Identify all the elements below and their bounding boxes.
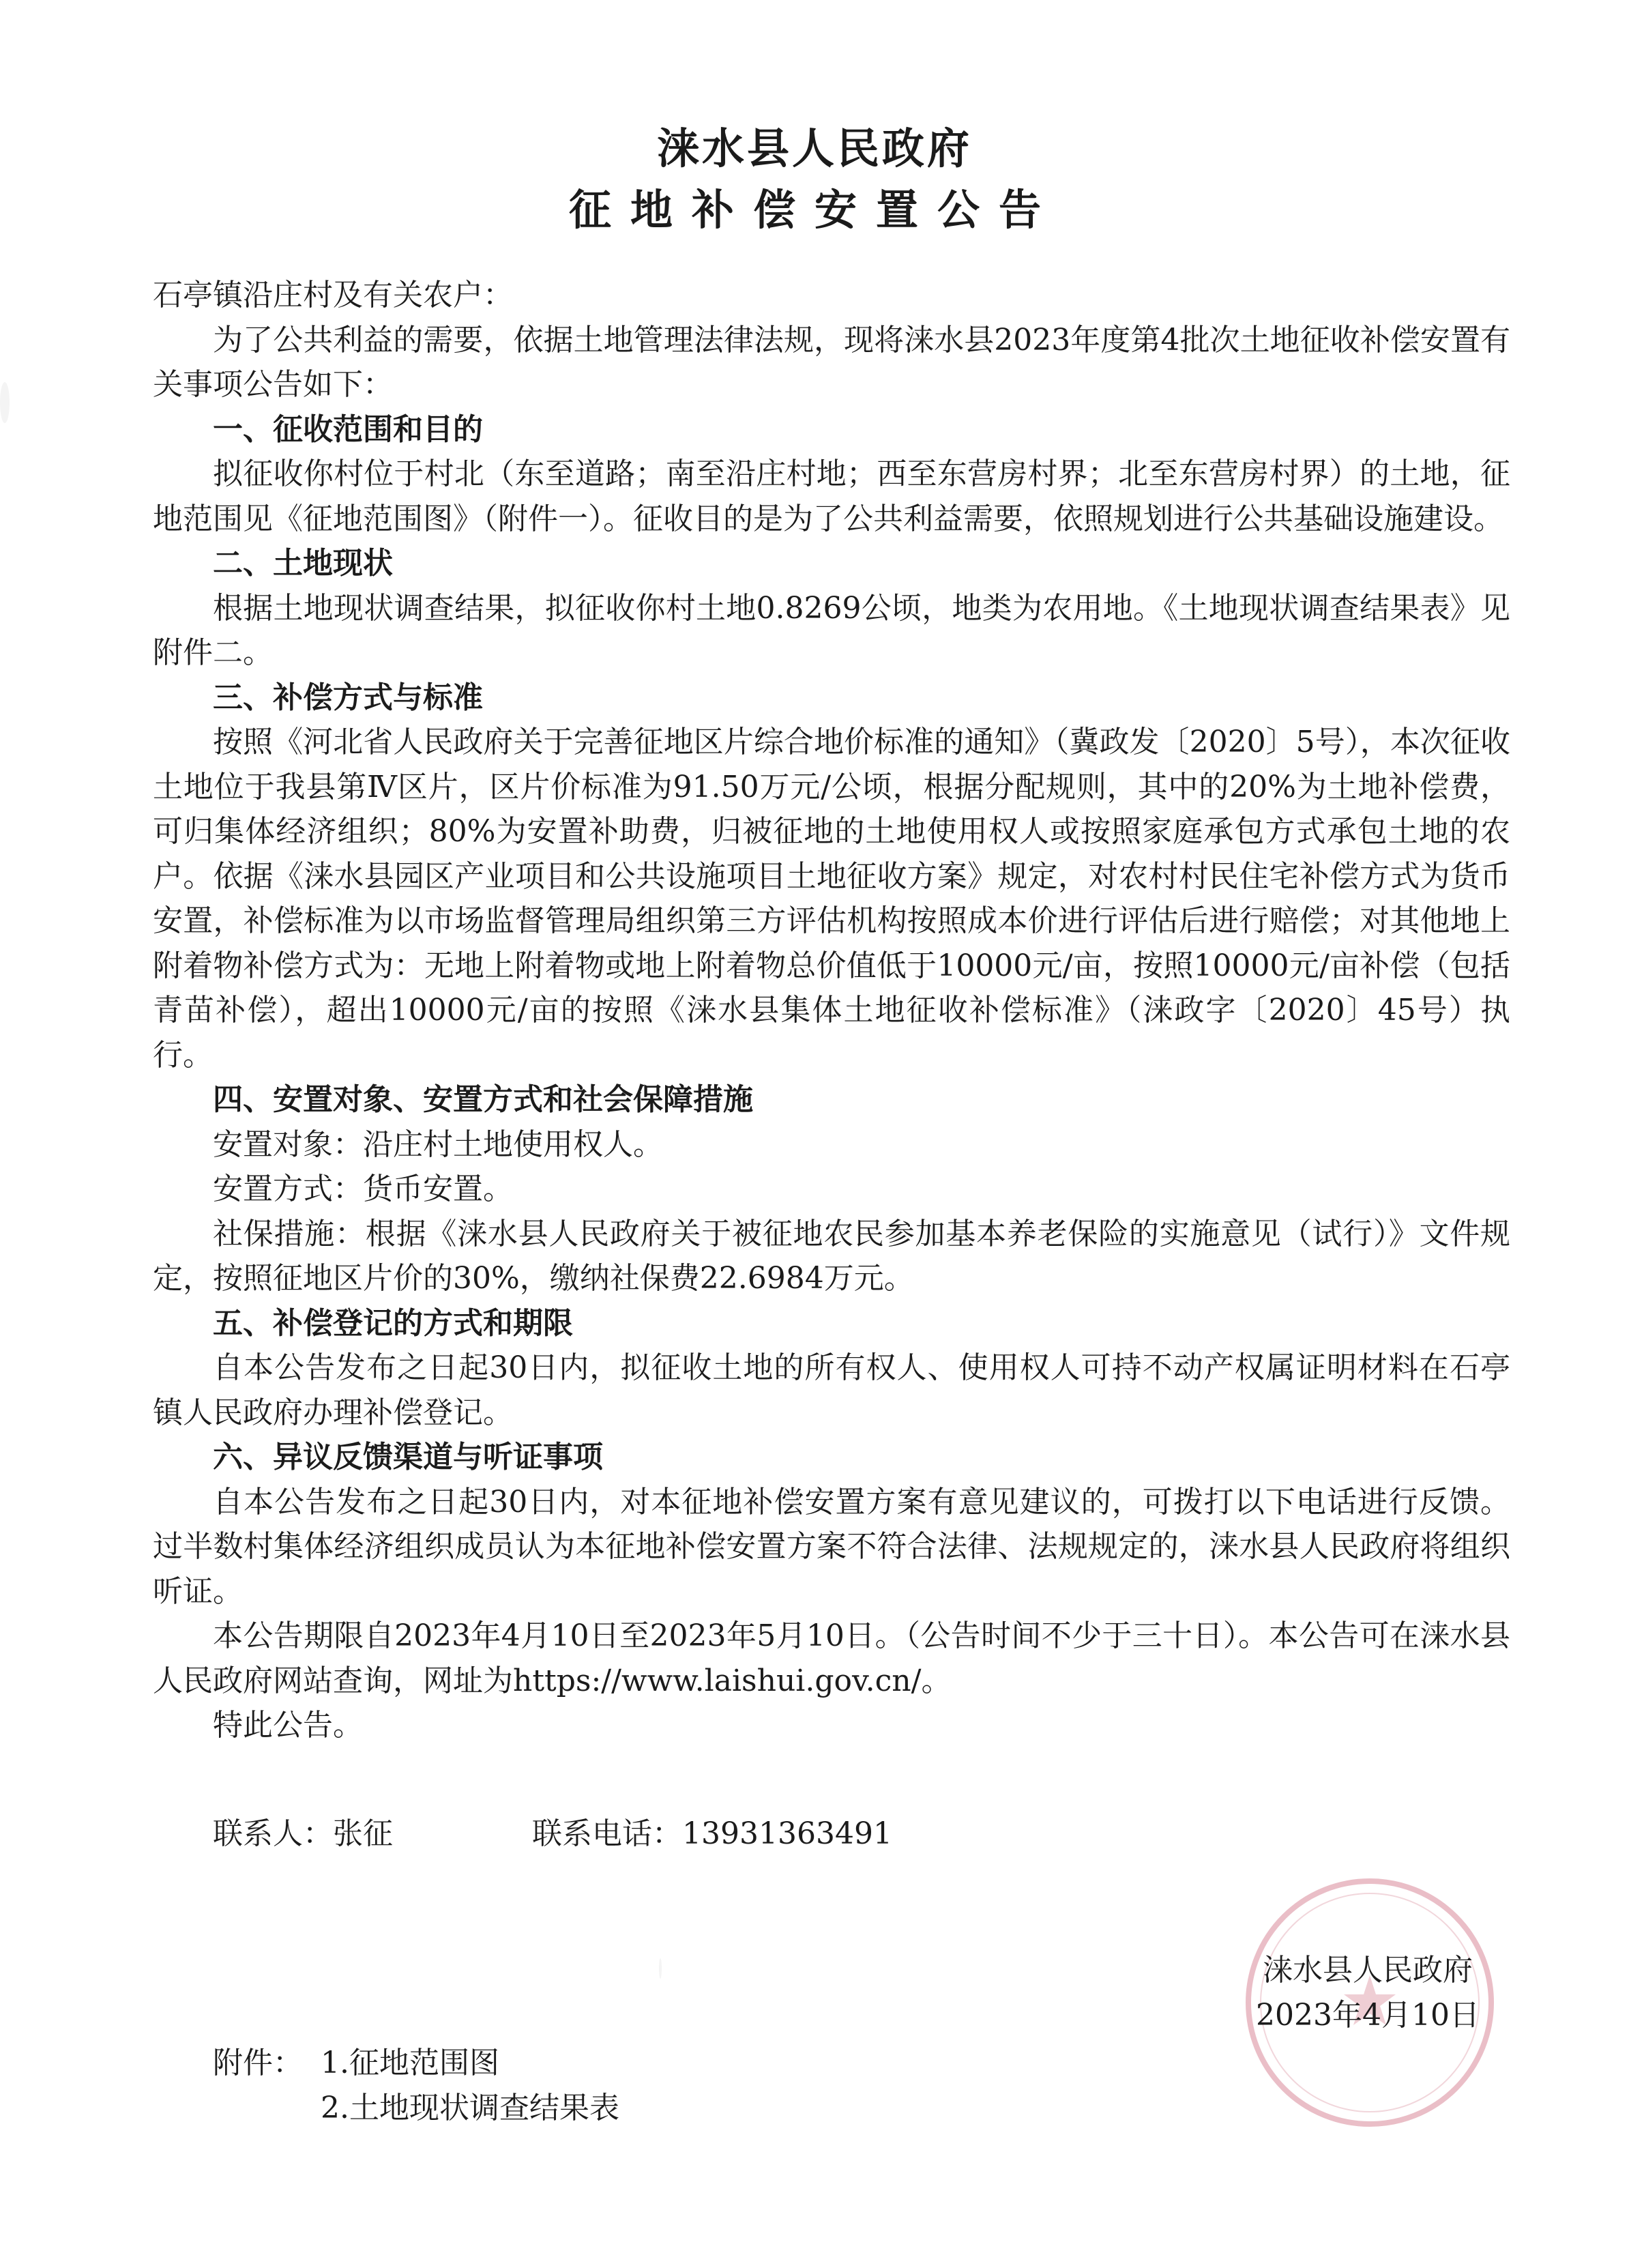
issuer-name: 涞水县人民政府 <box>1263 1953 1473 1988</box>
section-heading: 二、土地现状 <box>213 546 393 581</box>
issue-date: 2023年4月10日 <box>1256 1998 1480 2033</box>
closing-line: 特此公告。 <box>213 1708 363 1743</box>
section-paragraph: 安置方式：货币安置。 <box>213 1172 513 1206</box>
section-paragraph: 社保措施：根据《涞水县人民政府关于被征地农民参加基本养老保险的实施意见（试行）》文件规定，按照征地区片价的30%，缴纳社保费22.6984万元。 <box>153 1216 1510 1296</box>
section-paragraph: 安置对象：沿庄村土地使用权人。 <box>213 1126 663 1162</box>
section-paragraph: 本公告期限自2023年4月10日至2023年5月10日。（公告时间不少于三十日）。本公告可在涞水县人民政府网站查询，网址为https://www.laishui.gov.cn/。 <box>153 1618 1510 1698</box>
notice-title: 征地补偿安置公告 <box>568 185 1060 235</box>
attachment-item: 2.土地现状调查结果表 <box>321 2091 619 2125</box>
section-paragraph: 根据土地现状调查结果，拟征收你村土地0.8269公顷，地类为农用地。《土地现状调查结果表》见附件二。 <box>153 590 1510 670</box>
section-heading: 五、补偿登记的方式和期限 <box>213 1305 573 1341</box>
section-paragraph: 自本公告发布之日起30日内，拟征收土地的所有权人、使用权人可持不动产权属证明材料在石亭镇人民政府办理补偿登记。 <box>153 1350 1510 1430</box>
section-heading: 三、补偿方式与标准 <box>213 680 483 715</box>
intro-paragraph: 为了公共利益的需要，依据土地管理法律法规，现将涞水县2023年度第4批次土地征收补偿安置有关事项公告如下： <box>153 322 1510 402</box>
salutation: 石亭镇沿庄村及有关农户： <box>153 278 513 312</box>
section-heading: 四、安置对象、安置方式和社会保障措施 <box>213 1082 753 1117</box>
agency-title: 涞水县人民政府 <box>656 123 972 173</box>
contact-phone: 联系电话：13931363491 <box>532 1816 892 1851</box>
contact-person: 联系人：张征 <box>213 1816 393 1851</box>
section-paragraph: 按照《河北省人民政府关于完善征地区片综合地价标准的通知》（冀政发〔2020〕5号），本次征收土地位于我县第Ⅳ区片，区片价标准为91.50万元/公顷，根据分配规则，其中的20%为土地补偿费，可归集体经济组织；80%为安置补助费，归被征地的土地使用权人或按照家庭承包方式承包土地的农户。依据《涞水县园区产业项目和公共设施项目土地征收方案》规定，对农村村民住宅补偿方式为货币安置，补偿标准为以市场监督管理局组织第三方评估机构按照成本价进行评估后进行赔偿；对其他地上附着物补偿方式为：无地上附着物或地上附着物总价值低于10000元/亩，按照10000元/亩补偿（包括青苗补偿），超出10000元/亩的按照《涞水县集体土地征收补偿标准》（涞政字〔2020〕45号）执行。 <box>153 725 1510 1073</box>
scan-smudge <box>659 1958 662 1979</box>
attachments-label: 附件： <box>213 2046 303 2080</box>
notice-body <box>153 273 1510 1748</box>
attachment-item: 1.征地范围图 <box>321 2046 499 2080</box>
section-paragraph: 拟征收你村位于村北（东至道路；南至沿庄村地；西至东营房村界；北至东营房村界）的土地，征地范围见《征地范围图》（附件一）。征收目的是为了公共利益需要，依照规划进行公共基础设施建设。 <box>153 456 1510 536</box>
section-heading: 六、异议反馈渠道与听证事项 <box>213 1440 603 1474</box>
section-heading: 一、征收范围和目的 <box>213 411 483 447</box>
section-paragraph: 自本公告发布之日起30日内，对本征地补偿安置方案有意见建议的，可拨打以下电话进行反馈。过半数村集体经济组织成员认为本征地补偿安置方案不符合法律、法规规定的，涞水县人民政府将组织听证。 <box>153 1484 1510 1609</box>
scan-smudge <box>0 382 10 423</box>
